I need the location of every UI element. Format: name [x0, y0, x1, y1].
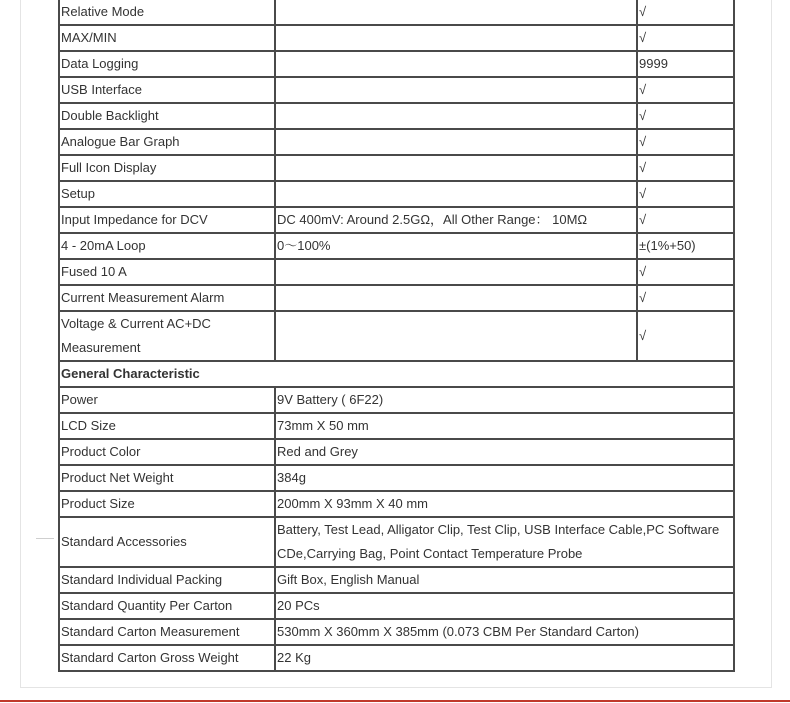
general-label: Standard Carton Measurement	[59, 619, 275, 645]
table-row	[59, 129, 734, 155]
table-row	[59, 0, 734, 25]
general-label: Power	[59, 387, 275, 413]
feature-value: √	[637, 103, 734, 129]
feature-label: MAX/MIN	[59, 25, 275, 51]
content-frame-bottom-border	[20, 687, 772, 688]
feature-spec	[275, 181, 637, 207]
feature-label: Analogue Bar Graph	[59, 129, 275, 155]
general-value: 9V Battery ( 6F22)	[275, 387, 734, 413]
feature-value: ±(1%+50)	[637, 233, 734, 259]
general-value: 22 Kg	[275, 645, 734, 671]
table-row	[59, 285, 734, 311]
feature-value: 9999	[637, 51, 734, 77]
feature-spec	[275, 103, 637, 129]
feature-label: Data Logging	[59, 51, 275, 77]
feature-value: √	[637, 77, 734, 103]
feature-label: 4 - 20mA Loop	[59, 233, 275, 259]
table-row	[59, 593, 734, 619]
general-value: 200mm X 93mm X 40 mm	[275, 491, 734, 517]
general-value: Red and Grey	[275, 439, 734, 465]
feature-value: √	[637, 285, 734, 311]
general-label: LCD Size	[59, 413, 275, 439]
feature-spec: DC 400mV: Around 2.5GΩ，All Other Range： 10MΩ	[275, 207, 637, 233]
feature-value: √	[637, 0, 734, 25]
general-label: Standard Carton Gross Weight	[59, 645, 275, 671]
footer-accent-line	[0, 700, 790, 702]
feature-spec	[275, 311, 637, 361]
feature-label: Relative Mode	[59, 0, 275, 25]
content-frame-left-border	[20, 0, 21, 688]
general-label: Product Size	[59, 491, 275, 517]
general-value: 73mm X 50 mm	[275, 413, 734, 439]
table-row	[59, 465, 734, 491]
feature-spec	[275, 0, 637, 25]
spec-table	[58, 0, 735, 672]
feature-label: Fused 10 A	[59, 259, 275, 285]
feature-label: Input Impedance for DCV	[59, 207, 275, 233]
feature-value: √	[637, 259, 734, 285]
feature-spec: 0～100%	[275, 233, 637, 259]
table-row	[59, 567, 734, 593]
table-row	[59, 103, 734, 129]
feature-spec	[275, 285, 637, 311]
feature-value: √	[637, 25, 734, 51]
feature-label: USB Interface	[59, 77, 275, 103]
feature-spec	[275, 77, 637, 103]
feature-value: √	[637, 207, 734, 233]
content-frame-right-border	[771, 0, 772, 688]
table-row	[59, 207, 734, 233]
general-value: Gift Box, English Manual	[275, 567, 734, 593]
feature-spec	[275, 25, 637, 51]
table-row	[59, 619, 734, 645]
feature-label: Full Icon Display	[59, 155, 275, 181]
table-row	[59, 25, 734, 51]
table-row	[59, 51, 734, 77]
feature-value: √	[637, 129, 734, 155]
general-value: 20 PCs	[275, 593, 734, 619]
feature-spec	[275, 51, 637, 77]
feature-label: Setup	[59, 181, 275, 207]
table-row	[59, 491, 734, 517]
feature-spec	[275, 155, 637, 181]
feature-label: Double Backlight	[59, 103, 275, 129]
general-value: Battery, Test Lead, Alligator Clip, Test Clip, USB Interface Cable,PC Software CDe,Carrying Bag, Point Contact Temperature Probe	[275, 517, 734, 567]
table-row	[59, 155, 734, 181]
general-label: Standard Accessories	[59, 517, 275, 567]
general-value: 530mm X 360mm X 385mm (0.073 CBM Per Standard Carton)	[275, 619, 734, 645]
general-value: 384g	[275, 465, 734, 491]
section-title: General Characteristic	[59, 361, 734, 387]
table-row	[59, 311, 734, 361]
feature-value: √	[637, 311, 734, 361]
feature-value: √	[637, 155, 734, 181]
table-row	[59, 387, 734, 413]
feature-spec	[275, 259, 637, 285]
feature-label: Current Measurement Alarm	[59, 285, 275, 311]
section-header-row	[59, 361, 734, 387]
decorative-line-stub	[36, 538, 54, 539]
feature-value: √	[637, 181, 734, 207]
table-row	[59, 259, 734, 285]
general-label: Product Color	[59, 439, 275, 465]
general-label: Standard Individual Packing	[59, 567, 275, 593]
feature-label: Voltage & Current AC+DC Measurement	[59, 311, 275, 361]
feature-spec	[275, 129, 637, 155]
table-row	[59, 181, 734, 207]
table-row	[59, 645, 734, 671]
general-label: Standard Quantity Per Carton	[59, 593, 275, 619]
table-row	[59, 439, 734, 465]
table-row	[59, 517, 734, 567]
table-row	[59, 413, 734, 439]
table-row	[59, 77, 734, 103]
table-row	[59, 233, 734, 259]
general-label: Product Net Weight	[59, 465, 275, 491]
